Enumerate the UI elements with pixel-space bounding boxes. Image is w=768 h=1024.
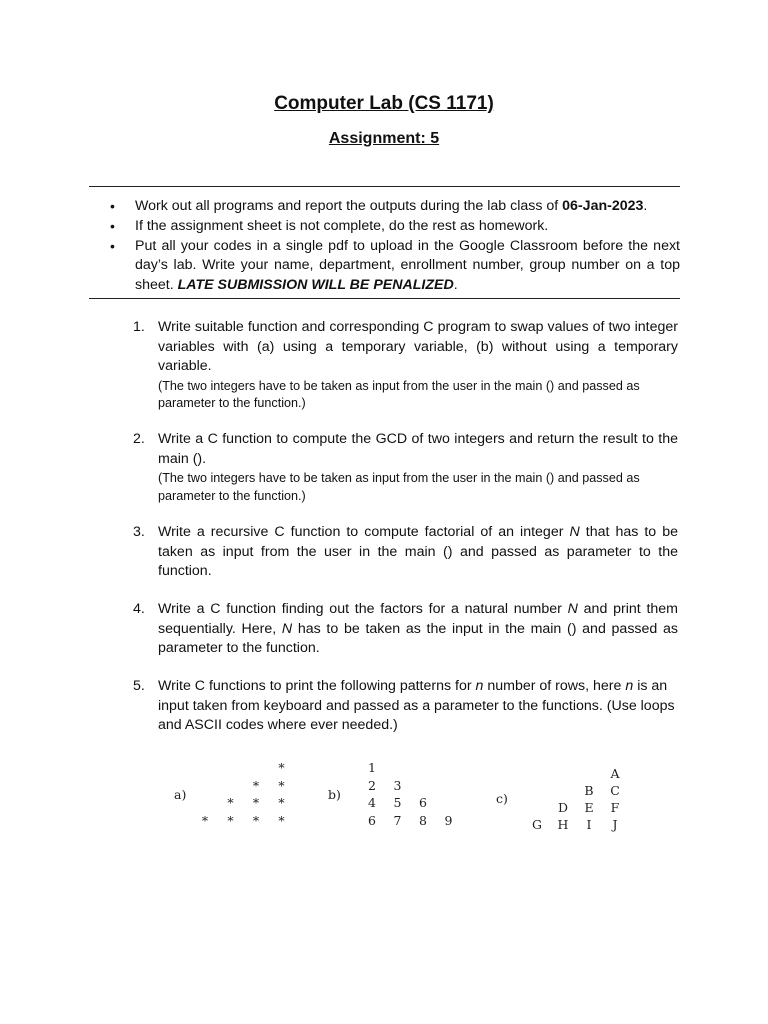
question-item [133, 523, 678, 582]
instruction-item: • Put all your codes in a single pdf to upload in the Google Classroom before the next day’s lab. Write your name, department, enrollment number, group number on a top sheet. LATE SUBMISSION WILL BE PENALIZED. [110, 237, 680, 296]
pattern-a-label: a) [174, 787, 187, 802]
pattern-b-cell: 1 [368, 760, 376, 775]
question-item [133, 430, 678, 505]
question-text: Write a C function to compute the GCD of two integers and return the result to the main (). [158, 431, 678, 467]
bullet-icon: • [110, 217, 115, 234]
late-warning: LATE SUBMISSION WILL BE PENALIZED [177, 277, 454, 294]
pattern-c-label: c) [496, 791, 508, 806]
instruction-text: Put all your codes in a single pdf to upload in the Google Classroom before the next day’s lab. Write your name, department, enrollment number, group number on a top sheet. [135, 237, 680, 294]
question-text: Write C functions to print the following patterns for n number of rows, here n is an input taken from keyboard and passed as a parameter to the functions. (Use loops and ASCII codes where ever needed.) [158, 678, 675, 733]
lab-date: 06-Jan-2023 [562, 198, 644, 214]
question-number: 1. [133, 319, 145, 335]
question-number: 2. [133, 431, 145, 447]
pattern-a-cell: * [278, 812, 285, 828]
pattern-b-cell: 8 [419, 812, 427, 828]
question-text: Write a recursive C function to compute factorial of an integer N that has to be taken as input from the user in the main () and passed as parameter to the function. [158, 524, 678, 579]
pattern-a-cell: * [227, 812, 234, 828]
question-text: Write a C function finding out the factors for a natural number N and print them sequentially. Here, N has to be taken as the input in the main () and passed as parameter to the function. [158, 601, 679, 656]
assignment-subtitle: Assignment: 5 [328, 130, 440, 147]
question-note: (The two integers have to be taken as input from the user in the main () and passed as parameter to the function.) [158, 378, 640, 410]
pattern-a-cell: * [278, 760, 285, 775]
instructions-list [110, 197, 680, 296]
question-item [133, 677, 678, 736]
pattern-b-cell: 7 [393, 812, 402, 828]
pattern-b-cell: 5 [393, 795, 402, 810]
instruction-text: Work out all programs and report the outputs during the lab class of [135, 198, 563, 214]
pattern-c-cell: G [532, 817, 542, 832]
page-title: Computer Lab (CS 1171) [274, 93, 494, 114]
pattern-a-cell: * [252, 777, 260, 793]
question-item [133, 600, 678, 659]
pattern-b-label: b) [328, 787, 341, 802]
pattern-b-cell: 3 [393, 777, 402, 793]
pattern-a-cell: * [278, 777, 285, 793]
pattern-a-cell: * [201, 812, 209, 828]
pattern-a-cell: * [227, 795, 234, 810]
pattern-c-cell: E [584, 800, 594, 815]
pattern-c-cell: C [610, 783, 620, 798]
question-number: 4. [133, 601, 145, 617]
question-number: 5. [133, 678, 145, 694]
bullet-icon: • [110, 198, 115, 214]
pattern-c-cell: I [586, 817, 592, 832]
pattern-a-cell: * [252, 795, 260, 810]
instruction-item: • Work out all programs and report the outputs during the lab class of 06-Jan-2023. [110, 197, 680, 217]
pattern-c-cell: J [612, 817, 618, 832]
pattern-c-cell: F [610, 800, 620, 815]
question-item [133, 318, 678, 413]
pattern-b-cell: 4 [368, 795, 376, 810]
pattern-c-cell: A [610, 766, 620, 781]
bullet-icon: • [110, 237, 115, 254]
question-text: Write suitable function and corresponding C program to swap values of two integer variables with (a) using a temporary variable, (b) without using a temporary variable. [158, 319, 678, 374]
instruction-item [110, 217, 680, 237]
question-note: (The two integers have to be taken as input from the user in the main () and passed as parameter to the function.) [158, 471, 640, 503]
pattern-c-cell: D [557, 800, 569, 815]
pattern-b-cell: 6 [368, 812, 376, 828]
pattern-b-cell: 6 [419, 795, 427, 810]
bottom-divider [89, 298, 680, 299]
pattern-b-cell: 2 [368, 777, 376, 793]
pattern-c-cell: H [557, 817, 569, 832]
pattern-a-cell: * [252, 812, 260, 828]
pattern-c-cell: B [584, 783, 594, 798]
instruction-text: If the assignment sheet is not complete, do the rest as homework. [135, 217, 549, 234]
pattern-a-cell: * [278, 795, 285, 810]
pattern-b-cell: 9 [444, 812, 453, 828]
patterns-figure [160, 760, 720, 840]
top-divider [89, 186, 680, 187]
question-number: 3. [133, 524, 145, 540]
